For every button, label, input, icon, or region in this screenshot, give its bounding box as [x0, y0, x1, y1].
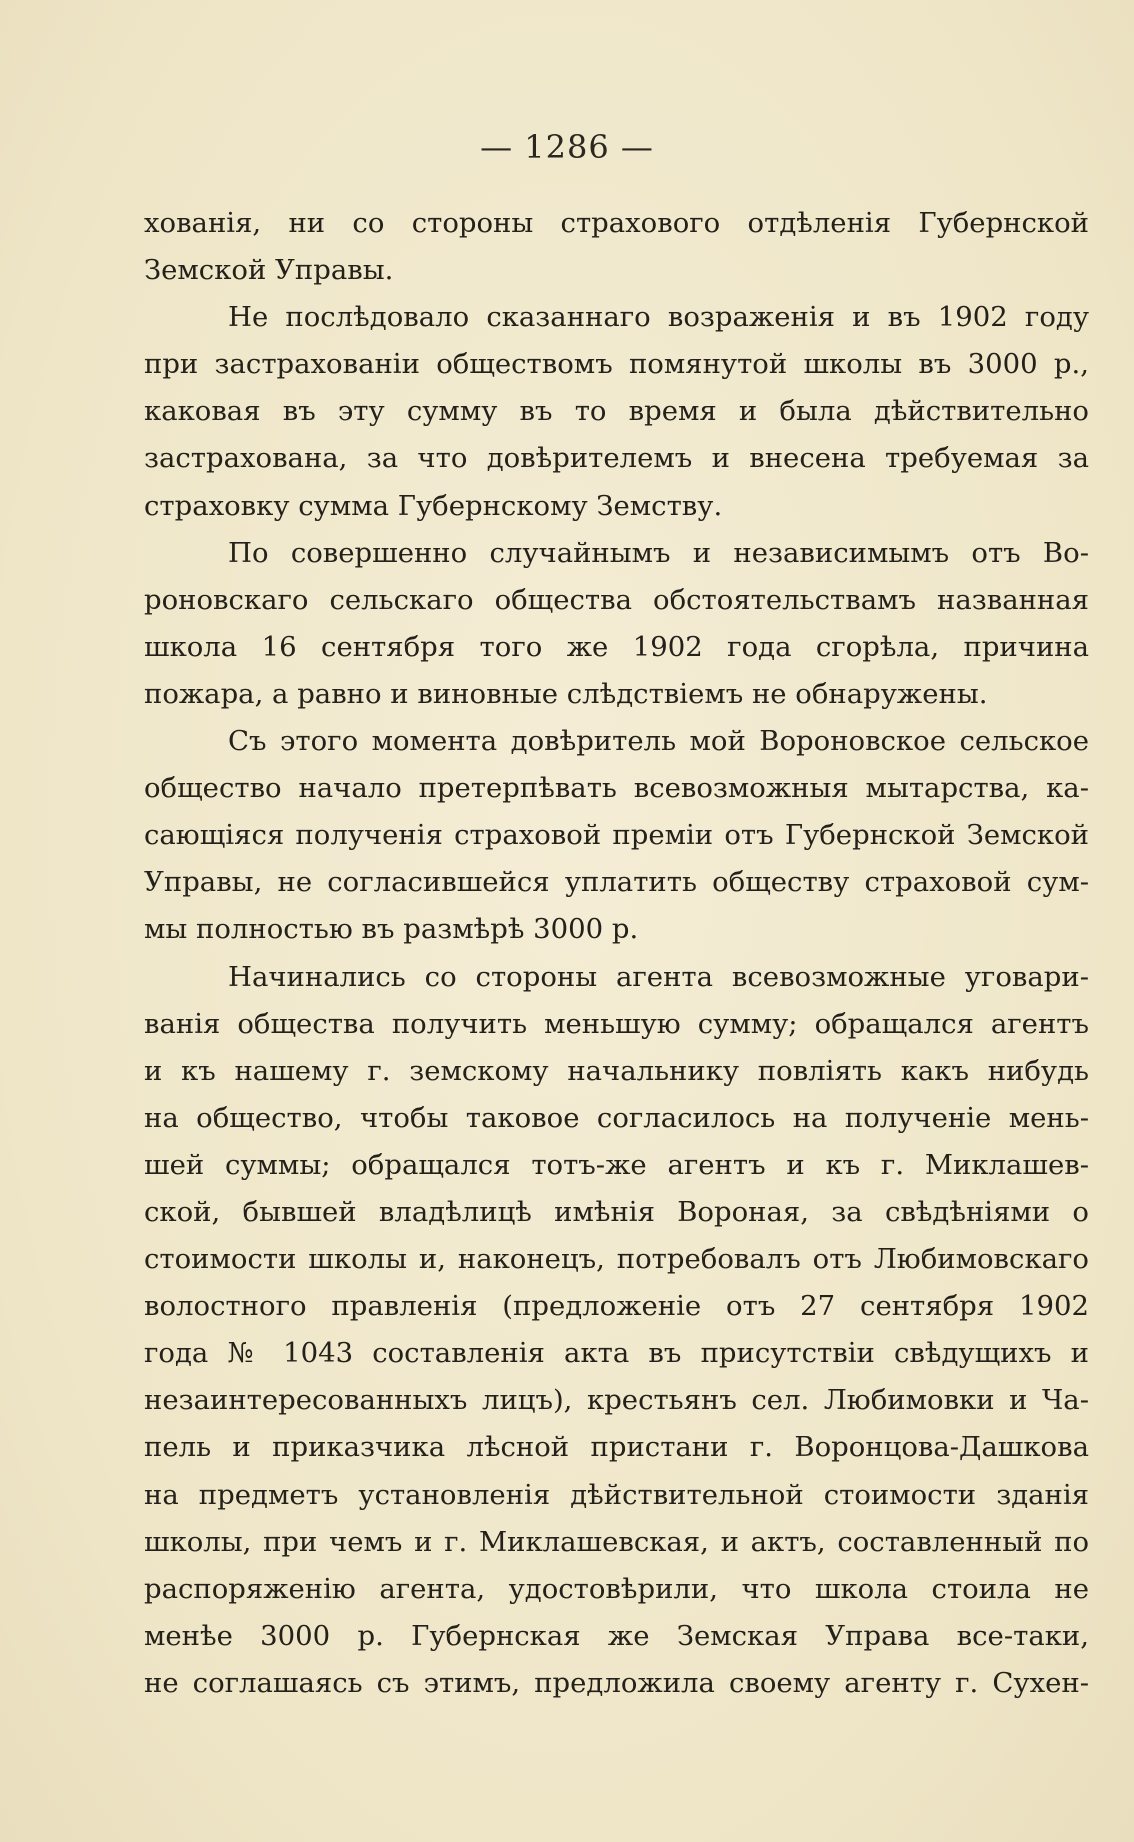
text-line: Не послѣдовало сказаннаго возраженія и въ 1902 году — [228, 301, 1089, 334]
text-line: и къ нашему г. земскому начальнику повліять какъ нибудь — [144, 1054, 1089, 1087]
text-line: на предметъ установленія дѣйствительной стоимости зданія — [144, 1478, 1089, 1511]
text-line: общество начало претерпѣвать всевозможныя мытарства, ка- — [144, 772, 1089, 805]
text-line: распоряженію агента, удостовѣрили, что школа стоила не — [144, 1572, 1089, 1605]
body-text — [144, 200, 1089, 1707]
text-line: школа 16 сентября того же 1902 года сгорѣла, причина — [144, 630, 1089, 663]
text-line: ванія общества получить меньшую сумму; обращался агентъ — [144, 1007, 1089, 1040]
text-line: По совершенно случайнымъ и независимымъ отъ Во- — [228, 536, 1089, 569]
text-line: мы полностью въ размѣрѣ 3000 р. — [144, 913, 639, 946]
text-line: пожара, а равно и виновные слѣдствіемъ не обнаружены. — [144, 677, 988, 710]
text-line: Управы, не согласившейся уплатить обществу страховой сум- — [144, 866, 1089, 899]
text-line: пель и приказчика лѣсной пристани г. Воронцова-Дашкова — [144, 1431, 1089, 1464]
text-line: волостного правленія (предложеніе отъ 27 сентября 1902 — [144, 1290, 1089, 1323]
text-line: не соглашаясь съ этимъ, предложила своему агенту г. Сухен- — [144, 1666, 1089, 1699]
text-line: незаинтересованныхъ лицъ), крестьянъ сел. Любимовки и Ча- — [144, 1384, 1089, 1417]
text-line: роновскаго сельскаго общества обстоятельствамъ названная — [144, 583, 1089, 616]
text-line: года № 1043 составленія акта въ присутствіи свѣдущихъ и — [144, 1337, 1089, 1370]
text-line: при застрахованіи обществомъ помянутой школы въ 3000 р., — [144, 348, 1089, 381]
text-line: стоимости школы и, наконецъ, потребовалъ отъ Любимовскаго — [144, 1243, 1089, 1276]
text-line: на общество, чтобы таковое согласилось на полученіе мень- — [144, 1101, 1089, 1134]
text-line: ской, бывшей владѣлицѣ имѣнія Вороная, за свѣдѣніями о — [144, 1195, 1089, 1228]
page-number: — 1286 — — [480, 128, 654, 166]
text-line: менѣе 3000 р. Губернская же Земская Управа все-таки, — [144, 1619, 1089, 1652]
text-line: сающіяся полученія страховой преміи отъ Губернской Земской — [144, 819, 1089, 852]
text-line: Съ этого момента довѣритель мой Вороновское сельское — [228, 725, 1089, 758]
text-line: каковая въ эту сумму въ то время и была дѣйствительно — [144, 395, 1089, 428]
text-line: шей суммы; обращался тотъ-же агентъ и къ г. Миклашев- — [144, 1148, 1089, 1181]
text-line: застрахована, за что довѣрителемъ и внесена требуемая за — [144, 442, 1089, 475]
text-line: страховку сумма Губернскому Земству. — [144, 489, 723, 522]
text-line: хованія, ни со стороны страхового отдѣленія Губернской — [144, 207, 1089, 239]
text-line: Земской Управы. — [144, 254, 394, 287]
text-line: Начинались со стороны агента всевозможные уговари- — [228, 960, 1089, 993]
text-line: школы, при чемъ и г. Миклашевская, и актъ, составленный по — [144, 1525, 1089, 1558]
